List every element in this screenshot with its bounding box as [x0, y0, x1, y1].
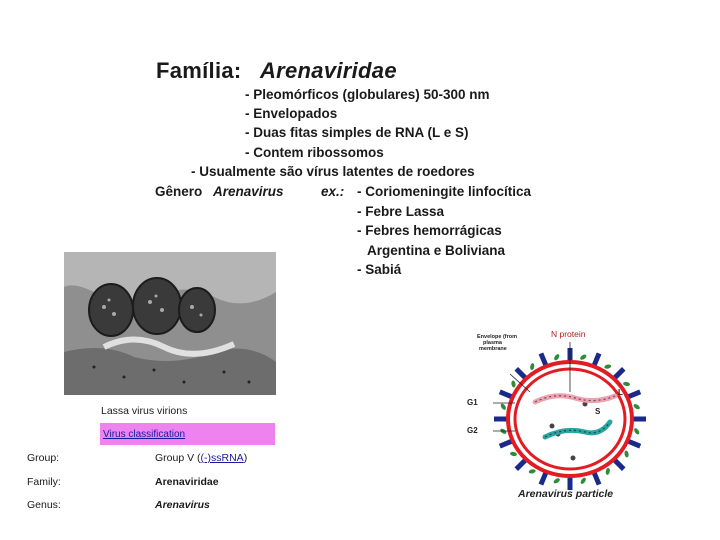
envelope-leaf [553, 477, 561, 484]
slide-title [156, 58, 397, 84]
g2-label: G2 [467, 426, 478, 435]
family-row-value: Arenaviridae [155, 476, 219, 488]
example-hemorrhagic: - Febres hemorrágicas [357, 223, 502, 238]
glycoprotein-spike [516, 459, 526, 469]
ssrna-link[interactable]: (-)ssRNA [200, 452, 244, 464]
feature-rodents: - Usualmente são vírus latentes de roedores [191, 164, 475, 179]
l-label: L [618, 388, 623, 397]
envelope-leaf [580, 477, 587, 485]
genus-name: Arenavirus [213, 184, 284, 199]
family-row-label: Family: [27, 476, 61, 488]
envelope-leaf [605, 468, 610, 476]
envelope-leaf [633, 427, 640, 435]
virus-classification-link[interactable]: Virus classification [103, 429, 186, 440]
feature-rna: - Duas fitas simples de RNA (L e S) [245, 125, 469, 140]
particle-title: Arenavirus particle [518, 488, 614, 500]
group-value [155, 452, 247, 464]
genus-row-value: Arenavirus [155, 499, 210, 511]
envelope-leaf [604, 364, 612, 369]
example-lassa: - Febre Lassa [357, 204, 445, 219]
envelope-leaf [530, 363, 535, 371]
genus-row-label: Genus: [27, 499, 61, 511]
envelope-leaf [624, 450, 629, 458]
glycoprotein-spike [516, 369, 526, 379]
glycoprotein-spike [614, 459, 624, 469]
lassa-virions-micrograph [64, 252, 276, 395]
s-segment [545, 422, 610, 437]
arenavirus-particle-diagram [455, 322, 665, 507]
envelope-leaf [579, 354, 587, 361]
envelope-leaf [500, 403, 507, 411]
group-value-prefix: Group V ( [155, 452, 201, 464]
group-label: Group: [27, 452, 60, 464]
example-label: ex.: [321, 184, 345, 199]
envelope-leaf [511, 380, 516, 388]
envelope-leaf [633, 403, 641, 410]
envelope-leaf [528, 469, 536, 474]
feature-shape: - Pleomórficos (globulares) 50-300 nm [245, 87, 490, 102]
l-segment [535, 396, 615, 402]
envelope-label-2: plasma [483, 340, 502, 346]
family-label: Família: [156, 58, 242, 83]
virus-classification-header [100, 423, 275, 445]
envelope-leaf [510, 451, 518, 456]
feature-ribosomes: - Contem ribossomos [245, 145, 384, 160]
family-name: Arenaviridae [259, 58, 397, 83]
envelope-label-1: Envelope (from [477, 334, 518, 340]
n-protein-label: N protein [551, 329, 586, 339]
micrograph-caption: Lassa virus virions [101, 405, 188, 417]
envelope-leaf [623, 381, 631, 386]
s-label: S [595, 407, 601, 416]
example-sabia: - Sabiá [357, 262, 402, 277]
example-lcm: - Coriomeningite linfocítica [357, 184, 532, 199]
group-value-suffix: ) [243, 452, 248, 464]
envelope-leaf [553, 353, 560, 361]
feature-envelope: - Envelopados [245, 106, 338, 121]
g1-label: G1 [467, 398, 478, 407]
envelope-label-3: membrane [479, 346, 507, 352]
example-argentina: Argentina e Boliviana [367, 243, 506, 258]
glycoprotein-spike [614, 369, 624, 379]
genus-label: Gênero [155, 184, 203, 199]
